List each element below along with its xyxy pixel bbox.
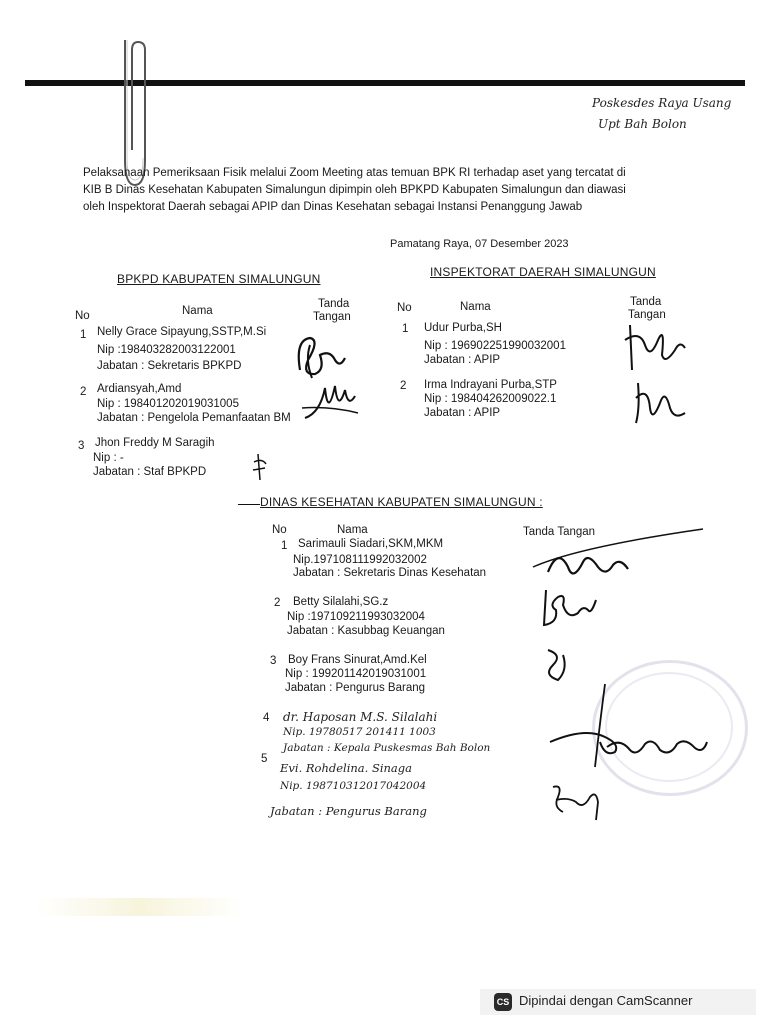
insp-row2-no: 2 — [400, 380, 407, 392]
inspektorat-title: INSPEKTORAT DAERAH SIMALUNGUN — [430, 265, 656, 279]
dinkes-row1-nama: Sarimauli Siadari,SKM,MKM — [298, 538, 444, 550]
signature-2 — [300, 378, 360, 428]
insp-col-tangan: Tangan — [628, 309, 666, 321]
intro-line1: Pelaksanaan Pemeriksaan Fisik melalui Zoom Meeting atas temuan BPK RI terhadap aset yang tercatat di — [83, 167, 626, 179]
dinkes-row4-nip: Nip. 19780517 201411 1003 — [283, 726, 436, 738]
insp-row1-jabatan: Jabatan : APIP — [424, 354, 501, 366]
dinkes-title: DINAS KESEHATAN KABUPATEN SIMALUNGUN : — [260, 495, 543, 509]
insp-row2-jabatan: Jabatan : APIP — [424, 407, 501, 419]
dinkes-col-tanda: Tanda Tangan — [523, 526, 596, 538]
bpkpd-row2-jabatan: Jabatan : Pengelola Pemanfaatan BM — [97, 412, 291, 424]
bpkpd-row1-jabatan: Jabatan : Sekretaris BPKPD — [97, 360, 242, 372]
camscanner-text: Dipindai dengan CamScanner — [519, 993, 693, 1008]
bpkpd-row1-nip: Nip :198403282003122001 — [97, 344, 236, 356]
bpkpd-col-nama: Nama — [182, 305, 213, 317]
dinkes-row5-nama: Evi. Rohdelina. Sinaga — [280, 761, 413, 775]
dinkes-row5-jabatan: Jabatan : Pengurus Barang — [270, 804, 427, 818]
date-line: Pamatang Raya, 07 Desember 2023 — [390, 238, 569, 250]
insp-col-tanda: Tanda — [630, 296, 662, 308]
insp-col-no: No — [397, 302, 412, 314]
dinkes-row2-jabatan: Jabatan : Kasubbag Keuangan — [287, 625, 445, 637]
dinkes-row1-jabatan: Jabatan : Sekretaris Dinas Kesehatan — [293, 567, 487, 579]
dinkes-col-no: No — [272, 524, 287, 536]
scan-bleed-mark — [35, 898, 245, 916]
insp-row1-no: 1 — [402, 323, 409, 335]
signature-9 — [545, 682, 710, 772]
bpkpd-row1-nama: Nelly Grace Sipayung,SSTP,M.Si — [97, 326, 267, 338]
signature-6 — [528, 527, 708, 592]
dinkes-row3-nama: Boy Frans Sinurat,Amd.Kel — [288, 654, 427, 666]
dinkes-row1-nip: Nip.197108111992032002 — [293, 554, 427, 566]
bpkpd-row3-nama: Jhon Freddy M Saragih — [95, 437, 215, 449]
insp-row1-nama: Udur Purba,SH — [424, 322, 502, 334]
dinkes-row2-nama: Betty Silalahi,SG.z — [293, 596, 389, 608]
dinkes-row2-nip: Nip :197109211993032004 — [287, 611, 425, 623]
signature-4 — [620, 320, 690, 375]
bpkpd-row3-nip: Nip : - — [93, 452, 124, 464]
insp-row2-nip: Nip : 198404262009022.1 — [424, 393, 557, 405]
bpkpd-row3-jabatan: Jabatan : Staf BPKPD — [93, 466, 207, 478]
insp-row1-nip: Nip : 196902251990032001 — [424, 340, 566, 352]
bpkpd-row2-nip: Nip : 198401202019031005 — [97, 398, 239, 410]
bpkpd-col-no: No — [75, 310, 90, 322]
signature-10 — [548, 782, 603, 822]
dinkes-row5-nip: Nip. 198710312017042004 — [280, 780, 427, 792]
dinkes-row3-no: 3 — [270, 655, 277, 667]
bpkpd-title: BPKPD KABUPATEN SIMALUNGUN — [117, 272, 321, 286]
dinkes-row3-jabatan: Jabatan : Pengurus Barang — [285, 682, 426, 694]
camscanner-logo-icon: CS — [494, 993, 512, 1011]
dinkes-row4-no: 4 — [263, 712, 270, 724]
dinkes-row1-no: 1 — [281, 540, 288, 552]
dinkes-row5-no: 5 — [261, 753, 268, 765]
bpkpd-row2-no: 2 — [80, 386, 87, 398]
handnote-line2: Upt Bah Bolon — [598, 117, 687, 131]
bpkpd-row1-no: 1 — [80, 329, 87, 341]
insp-col-nama: Nama — [460, 301, 491, 313]
signature-8 — [538, 645, 573, 685]
signature-1 — [290, 330, 350, 385]
insp-row2-nama: Irma Indrayani Purba,STP — [424, 379, 557, 391]
dinkes-row3-nip: Nip : 199201142019031001 — [285, 668, 427, 680]
bpkpd-row2-nama: Ardiansyah,Amd — [97, 383, 182, 395]
dinkes-row2-no: 2 — [274, 597, 281, 609]
dinkes-row4-nama: dr. Haposan M.S. Silalahi — [283, 710, 438, 724]
bpkpd-row3-no: 3 — [78, 440, 85, 452]
intro-line3: oleh Inspektorat Daerah sebagai APIP dan Dinas Kesehatan sebagai Instansi Penanggung Jawab — [83, 201, 583, 213]
dinkes-dash — [238, 504, 260, 505]
dinkes-row4-jabatan: Jabatan : Kepala Puskesmas Bah Bolon — [283, 742, 491, 754]
signature-3 — [250, 452, 270, 482]
dinkes-col-nama: Nama — [337, 524, 368, 536]
bpkpd-col-tangan: Tangan — [313, 311, 351, 323]
bpkpd-col-tanda: Tanda — [318, 298, 350, 310]
intro-line2: KIB B Dinas Kesehatan Kabupaten Simalungun dipimpin oleh BPKPD Kabupaten Simalungun dan diawasi — [83, 184, 626, 196]
signature-7 — [538, 585, 598, 630]
signature-5 — [630, 378, 690, 428]
handnote-line1: Poskesdes Raya Usang — [592, 96, 732, 110]
